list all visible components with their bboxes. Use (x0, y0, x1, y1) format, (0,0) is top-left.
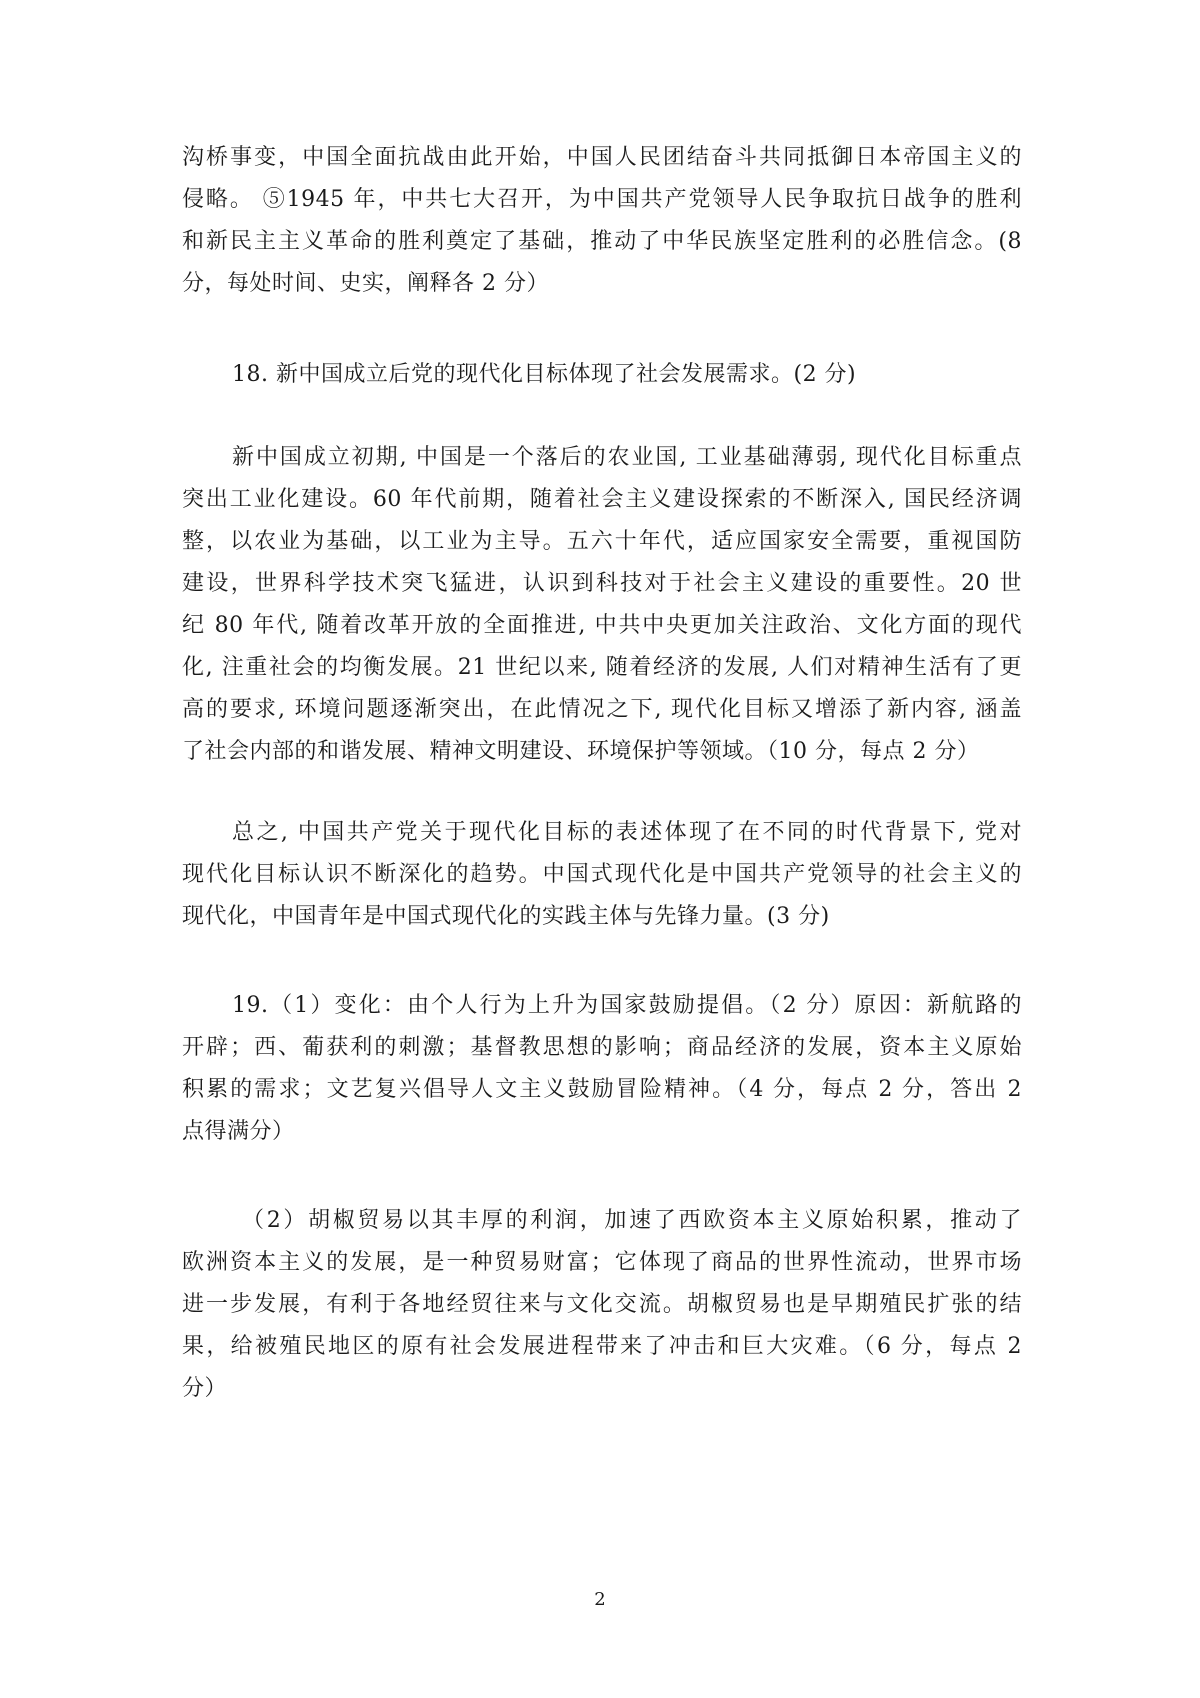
text-line: （2）胡椒贸易以其丰厚的利润，加速了西欧资本主义原始积累，推动了 (242, 1208, 1022, 1233)
text-line: 果，给被殖民地区的原有社会发展进程带来了冲击和巨大灾难。（6 分，每点 2 (182, 1334, 1022, 1359)
paragraph-question-19-part-2 (182, 1200, 1022, 1410)
paragraph-question-19-part-1 (182, 985, 1022, 1153)
paragraph-question-18 (232, 354, 1022, 396)
text-line: 19.（1）变化：由个人行为上升为国家鼓励提倡。（2 分）原因：新航路的 (232, 993, 1022, 1018)
text-line: 和新民主主义革命的胜利奠定了基础，推动了中华民族坚定胜利的必胜信念。(8 (182, 229, 1022, 254)
text-line: 分） (182, 1376, 228, 1401)
text-line: 进一步发展，有利于各地经贸往来与文化交流。胡椒贸易也是早期殖民扩张的结 (182, 1292, 1022, 1317)
paragraph-summary (182, 812, 1022, 938)
text-line: 现代化，中国青年是中国式现代化的实践主体与先锋力量。(3 分) (182, 904, 830, 929)
text-line: 侵略。 ⑤1945 年，中共七大召开，为中国共产党领导人民争取抗日战争的胜利 (182, 187, 1022, 212)
text-line: 了社会内部的和谐发展、精神文明建设、环境保护等领域。（10 分，每点 2 分） (182, 739, 980, 764)
text-line: 欧洲资本主义的发展，是一种贸易财富；它体现了商品的世界性流动，世界市场 (182, 1250, 1022, 1275)
text-line: 点得满分） (182, 1119, 295, 1144)
paragraph-continuation (182, 137, 1022, 305)
paragraph-modernization-goals (182, 437, 1022, 773)
text-line: 高的要求, 环境问题逐渐突出，在此情况之下, 现代化目标又增添了新内容, 涵盖 (182, 697, 1022, 722)
text-line: 突出工业化建设。60 年代前期，随着社会主义建设探索的不断深入, 国民经济调 (182, 487, 1022, 512)
text-line: 沟桥事变，中国全面抗战由此开始，中国人民团结奋斗共同抵御日本帝国主义的 (182, 145, 1022, 170)
text-line: 开辟；西、葡获利的刺激；基督教思想的影响；商品经济的发展，资本主义原始 (182, 1035, 1022, 1060)
text-line: 化, 注重社会的均衡发展。21 世纪以来, 随着经济的发展, 人们对精神生活有了更 (182, 655, 1022, 680)
text-line: 18. 新中国成立后党的现代化目标体现了社会发展需求。(2 分) (232, 362, 857, 387)
text-line: 纪 80 年代, 随着改革开放的全面推进, 中共中央更加关注政治、文化方面的现代 (182, 613, 1022, 638)
text-line: 分，每处时间、史实，阐释各 2 分） (182, 271, 549, 296)
text-line: 积累的需求；文艺复兴倡导人文主义鼓励冒险精神。（4 分，每点 2 分，答出 2 (182, 1077, 1022, 1102)
text-line: 现代化目标认识不断深化的趋势。中国式现代化是中国共产党领导的社会主义的 (182, 862, 1022, 887)
page-number: 2 (594, 1589, 606, 1610)
text-line: 新中国成立初期, 中国是一个落后的农业国, 工业基础薄弱, 现代化目标重点 (232, 445, 1022, 470)
text-line: 建设，世界科学技术突飞猛进，认识到科技对于社会主义建设的重要性。20 世 (182, 571, 1022, 596)
text-line: 整，以农业为基础，以工业为主导。五六十年代，适应国家安全需要，重视国防 (182, 529, 1022, 554)
text-line: 总之, 中国共产党关于现代化目标的表述体现了在不同的时代背景下, 党对 (232, 820, 1022, 845)
